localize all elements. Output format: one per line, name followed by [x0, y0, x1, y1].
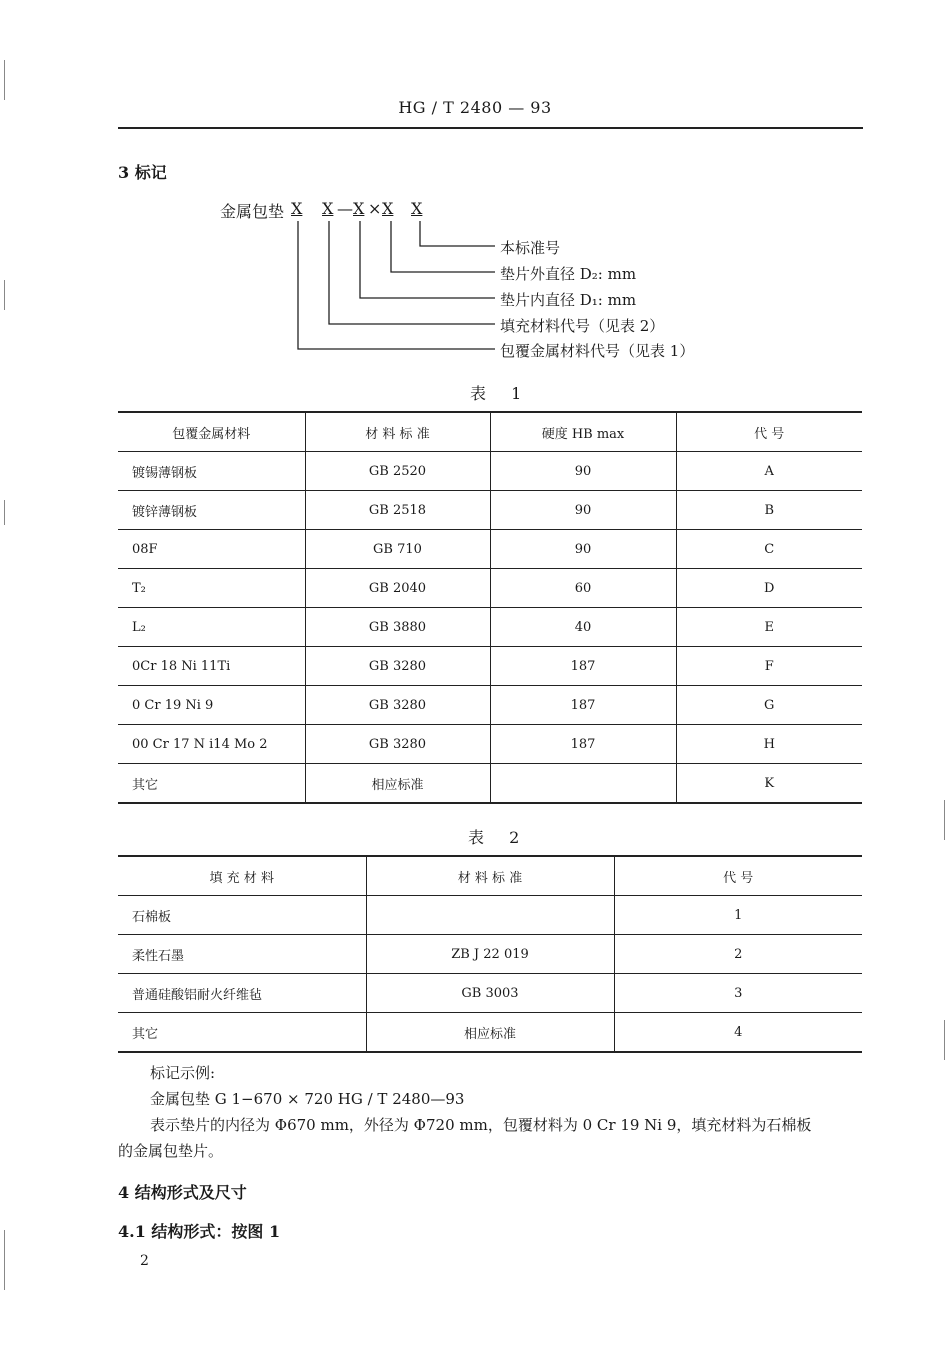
table-cell: H — [676, 725, 862, 764]
table-2-header-cell: 材 料 标 准 — [366, 856, 614, 896]
table-cell: 08F — [118, 530, 305, 569]
table-cell: 187 — [490, 686, 676, 725]
legend-inner-diameter: 垫片内直径 D₁: mm — [500, 291, 637, 309]
legend-standard-number: 本标准号 — [500, 239, 561, 257]
table-1 — [118, 411, 862, 804]
table-cell: A — [676, 452, 862, 491]
table-cell: GB 3003 — [366, 974, 614, 1013]
table-1-header-cell: 材 料 标 准 — [305, 412, 490, 452]
code-symbol-standard: X — [411, 199, 423, 218]
table-cell: 0Cr 18 Ni 11Ti — [118, 647, 305, 686]
table-2 — [118, 855, 862, 1053]
table-row — [118, 686, 862, 725]
table-cell: 90 — [490, 452, 676, 491]
table-cell — [366, 896, 614, 935]
table-cell: GB 3880 — [305, 608, 490, 647]
table-cell: 00 Cr 17 N i14 Mo 2 — [118, 725, 305, 764]
table-cell: 60 — [490, 569, 676, 608]
table-cell: 2 — [614, 935, 862, 974]
table-2-header-row — [118, 856, 862, 896]
table-row — [118, 569, 862, 608]
table-cell: 187 — [490, 647, 676, 686]
table-cell: GB 2520 — [305, 452, 490, 491]
table-cell: 镀锡薄钢板 — [118, 452, 305, 491]
scan-mark — [944, 800, 945, 840]
table-cell: ZB J 22 019 — [366, 935, 614, 974]
table-1-header-cell: 包覆金属材料 — [118, 412, 305, 452]
table-row — [118, 452, 862, 491]
table-cell: F — [676, 647, 862, 686]
table-row — [118, 764, 862, 804]
table-row — [118, 974, 862, 1013]
legend-metal-code: 包覆金属材料代号（见表 1） — [500, 342, 695, 360]
table-cell: T₂ — [118, 569, 305, 608]
table-cell: GB 3280 — [305, 725, 490, 764]
table-cell: 187 — [490, 725, 676, 764]
table-cell: 90 — [490, 491, 676, 530]
table-cell: GB 3280 — [305, 647, 490, 686]
legend-outer-diameter: 垫片外直径 D₂: mm — [500, 265, 637, 283]
code-symbol-outer: X — [382, 199, 394, 218]
table-cell: 其它 — [118, 764, 305, 804]
table-row — [118, 725, 862, 764]
table-cell: 柔性石墨 — [118, 935, 366, 974]
scan-mark — [4, 1230, 5, 1290]
marking-leader-lines — [0, 0, 950, 400]
section-3-heading: 3 标记 — [118, 163, 167, 182]
table-cell: 石棉板 — [118, 896, 366, 935]
code-symbol-dash: — — [337, 199, 353, 218]
table-row — [118, 1013, 862, 1053]
scan-mark — [944, 1020, 945, 1060]
table-cell: G — [676, 686, 862, 725]
table-2-header-cell: 填 充 材 料 — [118, 856, 366, 896]
table-cell: 普通硅酸铝耐火纤维毡 — [118, 974, 366, 1013]
table-cell: 3 — [614, 974, 862, 1013]
table-2-caption: 表 2 — [468, 828, 530, 847]
table-cell: GB 3280 — [305, 686, 490, 725]
marking-prefix: 金属包垫 — [220, 202, 285, 221]
example-code: 金属包垫 G 1−670 × 720 HG / T 2480—93 — [150, 1090, 465, 1108]
code-symbol-metal: X — [291, 199, 303, 218]
table-row — [118, 896, 862, 935]
table-cell: L₂ — [118, 608, 305, 647]
table-cell — [490, 764, 676, 804]
table-cell: 镀锌薄钢板 — [118, 491, 305, 530]
code-symbol-times: × — [368, 199, 382, 218]
table-row — [118, 491, 862, 530]
document-header: HG / T 2480 — 93 — [398, 98, 552, 117]
table-cell: GB 710 — [305, 530, 490, 569]
scan-mark — [4, 500, 5, 525]
table-cell: E — [676, 608, 862, 647]
table-cell: 其它 — [118, 1013, 366, 1053]
section-4-heading: 4 结构形式及尺寸 — [118, 1183, 247, 1202]
table-cell: 90 — [490, 530, 676, 569]
table-cell: 相应标准 — [305, 764, 490, 804]
table-1-header-cell: 硬度 HB max — [490, 412, 676, 452]
legend-filler-code: 填充材料代号（见表 2） — [500, 317, 665, 335]
example-description-cont: 的金属包垫片。 — [118, 1142, 224, 1160]
table-cell: B — [676, 491, 862, 530]
table-row — [118, 935, 862, 974]
table-1-header-cell: 代 号 — [676, 412, 862, 452]
table-cell: 相应标准 — [366, 1013, 614, 1053]
table-cell: C — [676, 530, 862, 569]
code-symbol-inner: X — [353, 199, 365, 218]
table-row — [118, 608, 862, 647]
table-row — [118, 530, 862, 569]
example-label: 标记示例: — [150, 1064, 216, 1082]
table-cell: 0 Cr 19 Ni 9 — [118, 686, 305, 725]
table-cell: 1 — [614, 896, 862, 935]
table-cell: 4 — [614, 1013, 862, 1053]
table-2-header-cell: 代 号 — [614, 856, 862, 896]
code-symbol-filler: X — [322, 199, 334, 218]
table-row — [118, 647, 862, 686]
table-cell: GB 2518 — [305, 491, 490, 530]
table-1-caption: 表 1 — [470, 384, 532, 403]
example-description: 表示垫片的内径为 Φ670 mm，外径为 Φ720 mm，包覆材料为 0 Cr 19 Ni 9，填充材料为石棉板 — [150, 1116, 812, 1134]
table-1-header-row — [118, 412, 862, 452]
page-number: 2 — [140, 1253, 149, 1269]
table-cell: 40 — [490, 608, 676, 647]
section-4-1-heading: 4.1 结构形式：按图 1 — [118, 1222, 281, 1241]
table-cell: GB 2040 — [305, 569, 490, 608]
table-cell: D — [676, 569, 862, 608]
table-cell: K — [676, 764, 862, 804]
